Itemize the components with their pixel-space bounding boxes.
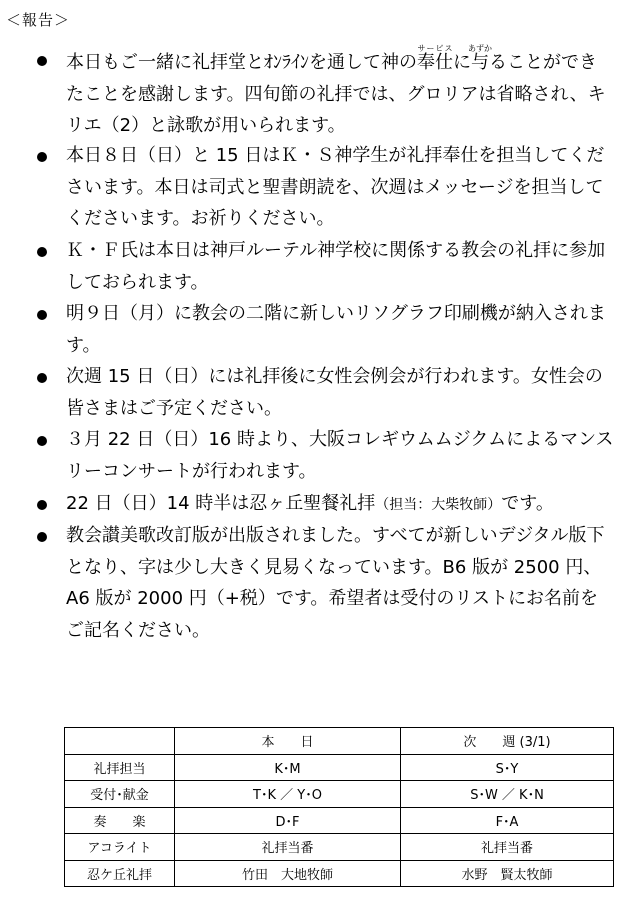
report-text: ることができたことを感謝します。四旬節の礼拝では、グロリアは省略され、キリエ（2）と詠歌が用いられます。 bbox=[66, 52, 606, 136]
table-cell: K･M bbox=[175, 754, 401, 781]
table-cell: D･F bbox=[175, 807, 401, 834]
report-text: に bbox=[453, 52, 471, 73]
report-text: です。 bbox=[501, 493, 554, 514]
bullet-icon bbox=[37, 152, 47, 162]
report-item: 本日８日（日）と 15 日はＫ・Ｓ神学生が礼拝奉仕を担当してくださいます。本日は司式と聖書朗読を、次週はメッセージを担当してくださいます。お祈りください。 bbox=[66, 145, 605, 229]
table-row bbox=[65, 860, 614, 887]
bullet-icon bbox=[37, 373, 47, 383]
table-row bbox=[65, 754, 614, 781]
table-row bbox=[65, 781, 614, 808]
bullet-icon bbox=[37, 310, 47, 320]
table-cell: 礼拝当番 bbox=[175, 834, 401, 861]
row-label: 受付･献金 bbox=[65, 781, 175, 808]
report-item: 明９日（月）に教会の二階に新しいリソグラフ印刷機が納入されます。 bbox=[66, 303, 606, 356]
bullet-icon bbox=[37, 436, 47, 446]
row-label: 忍ケ丘礼拝 bbox=[65, 860, 175, 887]
row-label: 奏 楽 bbox=[65, 807, 175, 834]
report-item: 教会讃美歌改訂版が出版されました。すべてが新しいデジタル版下となり、字は少し大きく見易くなっています。B6 版が 2500 円、A6 版が 2000 円（+税）です。希望者は受付のリストにお名前をご記名ください。 bbox=[66, 525, 605, 641]
ruby-word: 奉仕サービス bbox=[417, 44, 453, 73]
bullet-icon bbox=[37, 500, 47, 510]
table-header-cell bbox=[65, 728, 175, 755]
table-cell: F･A bbox=[401, 807, 614, 834]
table-row bbox=[65, 834, 614, 861]
report-item: ３月 22 日（日）16 時より、大阪コレギウムムジクムによるマンスリーコンサートが行われます。 bbox=[66, 429, 614, 482]
row-label: アコライト bbox=[65, 834, 175, 861]
bullet-icon bbox=[37, 532, 47, 542]
report-item bbox=[66, 488, 614, 522]
table-cell: T･K ／ Y･O bbox=[175, 781, 401, 808]
report-item bbox=[66, 44, 614, 142]
table-header-row bbox=[65, 728, 614, 755]
report-text: 本日もご一緒に礼拝堂とｵﾝﾗｲﾝを通して神の bbox=[66, 52, 417, 73]
report-text: 22 日（日）14 時半は忍ヶ丘聖餐礼拝 bbox=[66, 493, 376, 514]
report-note: （担当：大柴牧師） bbox=[375, 497, 502, 513]
table-cell: 礼拝当番 bbox=[401, 834, 614, 861]
report-item: Ｋ・Ｆ氏は本日は神戸ルーテル神学校に関係する教会の礼拝に参加しておられます。 bbox=[66, 240, 606, 293]
schedule-table bbox=[64, 727, 614, 887]
row-label: 礼拝担当 bbox=[65, 754, 175, 781]
table-row bbox=[65, 807, 614, 834]
bullet-icon bbox=[37, 56, 47, 66]
table-cell: 水野 賢太牧師 bbox=[401, 860, 614, 887]
table-header-cell: 次 週 (3/1) bbox=[401, 728, 614, 755]
bullet-icon bbox=[37, 247, 47, 257]
report-item: 次週 15 日（日）には礼拝後に女性会例会が行われます。女性会の皆さまはご予定ください。 bbox=[66, 366, 603, 419]
table-cell: 竹田 大地牧師 bbox=[175, 860, 401, 887]
ruby-word: 与あずか bbox=[468, 44, 492, 73]
table-header-cell: 本 日 bbox=[175, 728, 401, 755]
table-cell: S･Y bbox=[401, 754, 614, 781]
table-cell: S･W ／ K･N bbox=[401, 781, 614, 808]
section-label: ＜報告＞ bbox=[6, 11, 71, 29]
